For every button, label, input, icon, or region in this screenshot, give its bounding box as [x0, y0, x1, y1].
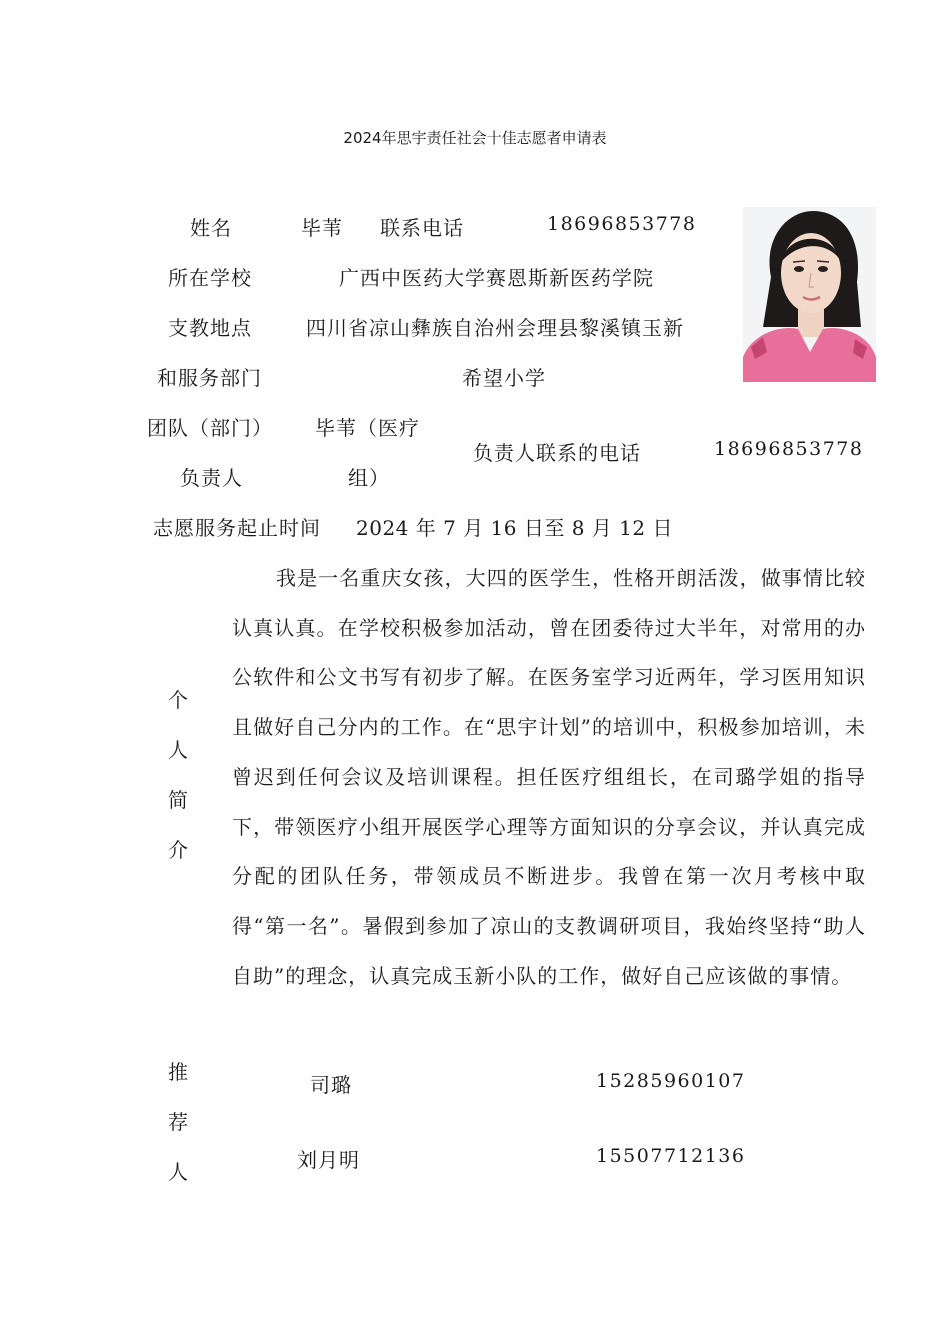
page-title: 2024年思宇责任社会十佳志愿者申请表 [343, 129, 607, 147]
bio-label-char: 人 [168, 738, 188, 762]
referee-phone: 15507712136 [596, 1145, 746, 1167]
phone-label: 联系电话 [380, 216, 464, 240]
location-label-line2: 和服务部门 [157, 366, 262, 390]
name-label: 姓名 [190, 216, 232, 240]
team-value-line2: 组） [348, 466, 390, 490]
period-value: 2024 年 7 月 16 日至 8 月 12 日 [356, 516, 673, 540]
location-label: 支教地点 [168, 316, 252, 340]
referees-label-char: 人 [168, 1160, 188, 1184]
location-value-line2: 希望小学 [462, 366, 546, 390]
referee-phone: 15285960107 [596, 1070, 746, 1092]
bio-label-char: 介 [168, 838, 188, 862]
leader-phone-label: 负责人联系的电话 [473, 441, 641, 465]
portrait-photo-icon [743, 207, 876, 382]
phone-value: 18696853778 [547, 213, 697, 235]
team-label-line2: 负责人 [180, 466, 243, 490]
referees-label-char: 荐 [168, 1110, 188, 1134]
team-label: 团队（部门） [147, 416, 273, 440]
referees-label-char: 推 [168, 1060, 188, 1084]
bio-text: 我是一名重庆女孩，大四的医学生，性格开朗活泼，做事情比较认真认真。在学校积极参加活动，曾在团委待过大半年，对常用的办公软件和公文书写有初步了解。在医务室学习近两年，学习医用知识且做好自己分内的工作。在“思宇计划”的培训中，积极参加培训，未曾迟到任何会议及培训课程。担任医疗组组长，在司璐学姐的指导下，带领医疗小组开展医学心理等方面知识的分享会议，并认真完成分配的团队任务，带领成员不断进步。我曾在第一次月考核中取得“第一名”。暑假到参加了凉山的支教调研项目，我始终坚持“助人自助”的理念，认真完成玉新小队的工作，做好自己应该做的事情。 [232, 566, 866, 988]
bio-label-char: 个 [168, 688, 188, 712]
bio-label [166, 675, 190, 875]
referees-label [166, 1047, 190, 1197]
bio-label-char: 简 [168, 788, 188, 812]
location-value: 四川省凉山彝族自治州会理县黎溪镇玉新 [306, 316, 684, 340]
referee-name: 刘月明 [297, 1148, 360, 1172]
leader-phone-value: 18696853778 [714, 438, 864, 460]
school-label: 所在学校 [168, 266, 252, 290]
referee-name: 司璐 [310, 1073, 352, 1097]
school-value: 广西中医药大学赛恩斯新医药学院 [339, 266, 654, 290]
applicant-photo [743, 207, 876, 382]
team-value: 毕苇（医疗 [315, 416, 420, 440]
name-value: 毕苇 [301, 216, 343, 240]
period-label: 志愿服务起止时间 [153, 516, 321, 540]
